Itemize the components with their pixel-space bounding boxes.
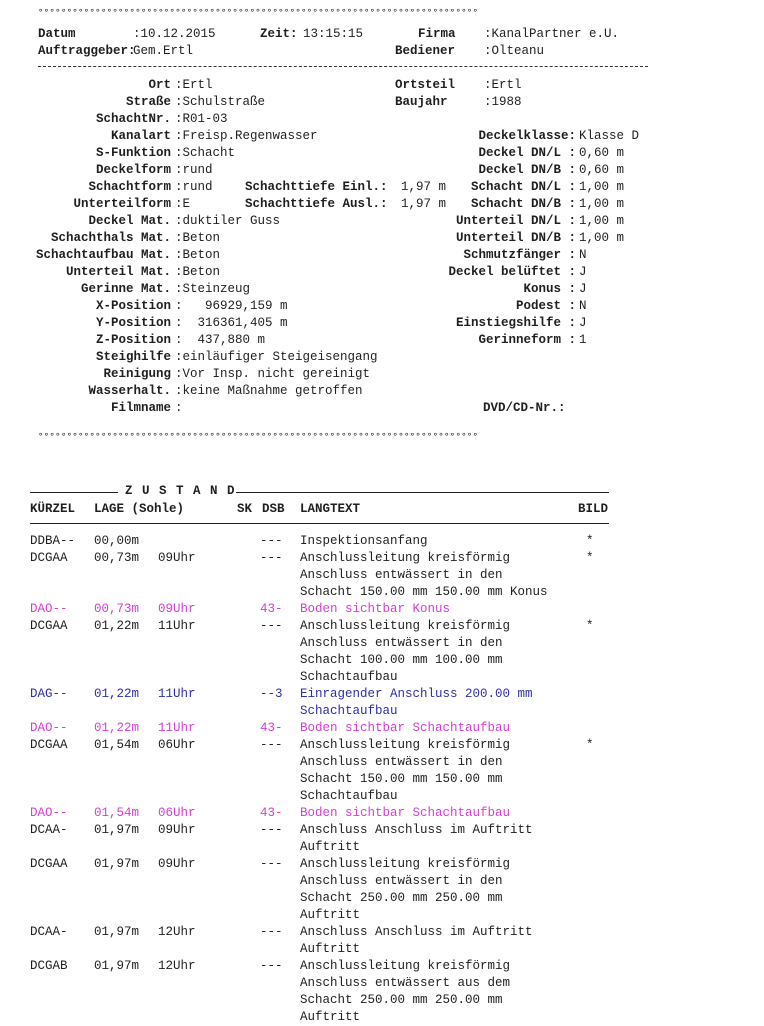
right-field-value: N xyxy=(579,248,587,262)
table-row[interactable] xyxy=(30,550,750,601)
right-field-value: N xyxy=(579,299,587,313)
field-label: Ort xyxy=(148,78,171,92)
right-field-label: Schacht DN/L : xyxy=(470,180,576,194)
field-value: : 96929,159 m xyxy=(175,299,288,313)
table-row[interactable] xyxy=(30,533,750,550)
field-value: :Steinzeug xyxy=(175,282,251,296)
right-field-label: Gerinneform : xyxy=(478,333,576,347)
row-uhr: 09Uhr xyxy=(158,823,196,837)
field-label: Filmname xyxy=(110,401,171,415)
field-value: :Beton xyxy=(175,248,221,262)
right-field-label: Unterteil DN/B : xyxy=(455,231,576,245)
row-position: 01,22m xyxy=(94,619,140,633)
row-uhr: 06Uhr xyxy=(158,806,196,820)
row-sk-dsb: 43- xyxy=(260,806,283,820)
row-position: 00,73m xyxy=(94,602,140,616)
row-position: 00,00m xyxy=(94,534,140,548)
bottom-dot-border: ∘∘∘∘∘∘∘∘∘∘∘∘∘∘∘∘∘∘∘∘∘∘∘∘∘∘∘∘∘∘∘∘∘∘∘∘∘∘∘∘∘∘∘∘∘∘∘∘∘∘∘∘∘∘∘∘∘∘∘∘∘∘∘∘∘∘∘∘∘∘∘∘∘∘∘∘∘ xyxy=(38,430,479,440)
schachttiefe-ausl-label: Schachttiefe Ausl.: xyxy=(245,197,388,211)
right-field-value: 1,00 m xyxy=(579,231,625,245)
row-langtext-line: Anschluss entwässert aus dem xyxy=(300,976,511,990)
zeit-value: 13:15:15 xyxy=(303,27,364,41)
row-langtext-line: Schacht 100.00 mm 100.00 mm xyxy=(300,653,503,667)
row-langtext-line: Anschluss entwässert in den xyxy=(300,755,503,769)
row-position: 01,97m xyxy=(94,823,140,837)
top-dot-border: ∘∘∘∘∘∘∘∘∘∘∘∘∘∘∘∘∘∘∘∘∘∘∘∘∘∘∘∘∘∘∘∘∘∘∘∘∘∘∘∘∘∘∘∘∘∘∘∘∘∘∘∘∘∘∘∘∘∘∘∘∘∘∘∘∘∘∘∘∘∘∘∘∘∘∘∘∘ xyxy=(38,6,479,16)
field-value: :rund xyxy=(175,180,213,194)
row-langtext-line: Boden sichtbar Schachtaufbau xyxy=(300,806,511,820)
table-row[interactable] xyxy=(30,737,750,805)
row-langtext-line: Anschluss entwässert in den xyxy=(300,874,503,888)
row-langtext-line: Anschlussleitung kreisförmig xyxy=(300,738,511,752)
field-label: Wasserhalt. xyxy=(88,384,171,398)
right-field-value: 1 xyxy=(579,333,587,347)
row-sk-dsb: --- xyxy=(260,619,283,633)
field-value: : 437,880 m xyxy=(175,333,266,347)
row-kuerzel: DCAA- xyxy=(30,925,68,939)
row-sk-dsb: 43- xyxy=(260,602,283,616)
field-label: Schachtaufbau Mat. xyxy=(35,248,171,262)
dvd-label: DVD/CD-Nr.: xyxy=(483,401,566,415)
field-value: :keine Maßnahme getroffen xyxy=(175,384,363,398)
field-label: Reinigung xyxy=(103,367,171,381)
right-field-label: Unterteil DN/L : xyxy=(455,214,576,228)
field-value: : xyxy=(175,401,183,415)
row-uhr: 12Uhr xyxy=(158,925,196,939)
table-row[interactable] xyxy=(30,924,750,958)
row-langtext-line: Schacht 150.00 mm 150.00 mm xyxy=(300,772,503,786)
right-field-label: Konus : xyxy=(523,282,576,296)
table-row[interactable] xyxy=(30,601,750,618)
right-field-value: 0,60 m xyxy=(579,146,625,160)
row-langtext-line: Schacht 150.00 mm 150.00 mm Konus xyxy=(300,585,548,599)
right-field-value: 0,60 m xyxy=(579,163,625,177)
field-value: :R01-03 xyxy=(175,112,228,126)
row-langtext-line: Anschlussleitung kreisförmig xyxy=(300,959,511,973)
schachttiefe-ausl-value: 1,97 m xyxy=(401,197,447,211)
row-uhr: 09Uhr xyxy=(158,857,196,871)
field-value: :einläufiger Steigeisengang xyxy=(175,350,378,364)
row-uhr: 11Uhr xyxy=(158,721,196,735)
row-bild-marker: * xyxy=(586,738,594,752)
header-divider xyxy=(38,66,648,67)
row-kuerzel: DAO-- xyxy=(30,721,68,735)
zeit-label: Zeit: xyxy=(260,27,298,41)
field-label: X-Position xyxy=(95,299,171,313)
row-langtext-line: Anschlussleitung kreisförmig xyxy=(300,551,511,565)
field-label: Steighilfe xyxy=(95,350,171,364)
schachttiefe-einl-value: 1,97 m xyxy=(401,180,447,194)
datum-label: Datum xyxy=(38,27,76,41)
row-langtext-line: Boden sichtbar Konus xyxy=(300,602,451,616)
row-langtext-line: Schachtaufbau xyxy=(300,704,398,718)
row-sk-dsb: --- xyxy=(260,857,283,871)
row-uhr: 09Uhr xyxy=(158,602,196,616)
row-kuerzel: DCGAB xyxy=(30,959,68,973)
col-langtext: LANGTEXT xyxy=(300,502,361,516)
auftraggeber-value: Gem.Ertl xyxy=(133,44,194,58)
right-field-label: Deckelklasse: xyxy=(478,129,576,143)
field-value: :Beton xyxy=(175,231,221,245)
row-bild-marker: * xyxy=(586,534,594,548)
table-row[interactable] xyxy=(30,856,750,924)
right-field-value: J xyxy=(579,265,587,279)
table-row[interactable] xyxy=(30,822,750,856)
field-label: Y-Position xyxy=(95,316,171,330)
row-uhr: 09Uhr xyxy=(158,551,196,565)
row-kuerzel: DDBA-- xyxy=(30,534,76,548)
table-row[interactable] xyxy=(30,720,750,737)
row-sk-dsb: --- xyxy=(260,959,283,973)
row-sk-dsb: --- xyxy=(260,925,283,939)
baujahr-value: :1988 xyxy=(484,95,522,109)
row-langtext-line: Boden sichtbar Schachtaufbau xyxy=(300,721,511,735)
row-position: 01,54m xyxy=(94,738,140,752)
row-position: 01,97m xyxy=(94,857,140,871)
firma-label: Firma xyxy=(418,27,456,41)
field-value: :Schacht xyxy=(175,146,236,160)
row-uhr: 11Uhr xyxy=(158,619,196,633)
row-langtext-line: Schacht 250.00 mm 250.00 mm xyxy=(300,993,503,1007)
col-bild: BILD xyxy=(578,502,609,516)
right-field-label: Einstiegshilfe : xyxy=(455,316,576,330)
field-value: :duktiler Guss xyxy=(175,214,281,228)
zustand-rule-right xyxy=(236,492,609,493)
field-label: Unterteilform xyxy=(73,197,171,211)
right-field-label: Deckel DN/L : xyxy=(478,146,576,160)
field-value: :Beton xyxy=(175,265,221,279)
zustand-header-rule xyxy=(30,523,609,524)
right-field-value: Klasse D xyxy=(579,129,640,143)
row-uhr: 11Uhr xyxy=(158,687,196,701)
row-langtext-line: Anschluss Anschluss im Auftritt xyxy=(300,823,533,837)
row-sk-dsb: 43- xyxy=(260,721,283,735)
right-field-value: 1,00 m xyxy=(579,214,625,228)
right-field-label: Podest : xyxy=(515,299,576,313)
row-kuerzel: DAG-- xyxy=(30,687,68,701)
row-uhr: 06Uhr xyxy=(158,738,196,752)
table-row[interactable] xyxy=(30,958,750,1026)
row-bild-marker: * xyxy=(586,551,594,565)
field-label: Deckelform xyxy=(95,163,171,177)
row-sk-dsb: --- xyxy=(260,738,283,752)
row-langtext-line: Auftritt xyxy=(300,840,361,854)
table-row[interactable] xyxy=(30,686,750,720)
ortsteil-label: Ortsteil xyxy=(395,78,456,92)
row-langtext-line: Schachtaufbau xyxy=(300,670,398,684)
row-langtext-line: Schacht 250.00 mm 250.00 mm xyxy=(300,891,503,905)
right-field-value: J xyxy=(579,282,587,296)
row-langtext-line: Anschluss Anschluss im Auftritt xyxy=(300,925,533,939)
col-dsb: DSB xyxy=(262,502,285,516)
bediener-value: :Olteanu xyxy=(484,44,545,58)
right-field-label: Schacht DN/B : xyxy=(470,197,576,211)
row-position: 01,97m xyxy=(94,925,140,939)
field-label: Z-Position xyxy=(95,333,171,347)
field-label: Unterteil Mat. xyxy=(65,265,171,279)
firma-value: :KanalPartner e.U. xyxy=(484,27,620,41)
field-value: :Vor Insp. nicht gereinigt xyxy=(175,367,371,381)
row-uhr: 12Uhr xyxy=(158,959,196,973)
row-position: 01,22m xyxy=(94,687,140,701)
field-label: Deckel Mat. xyxy=(88,214,171,228)
row-langtext-line: Anschlussleitung kreisförmig xyxy=(300,619,511,633)
auftraggeber-label: Auftraggeber: xyxy=(38,44,136,58)
row-langtext-line: Schachtaufbau xyxy=(300,789,398,803)
field-value: :Freisp.Regenwasser xyxy=(175,129,318,143)
field-label: Gerinne Mat. xyxy=(80,282,171,296)
row-kuerzel: DCGAA xyxy=(30,857,68,871)
row-kuerzel: DAO-- xyxy=(30,806,68,820)
field-value: : 316361,405 m xyxy=(175,316,288,330)
row-langtext-line: Anschluss entwässert in den xyxy=(300,636,503,650)
row-position: 01,97m xyxy=(94,959,140,973)
row-kuerzel: DCAA- xyxy=(30,823,68,837)
right-field-label: Schmutzfänger : xyxy=(463,248,576,262)
row-kuerzel: DAO-- xyxy=(30,602,68,616)
row-kuerzel: DCGAA xyxy=(30,551,68,565)
field-label: S-Funktion xyxy=(95,146,171,160)
row-bild-marker: * xyxy=(586,619,594,633)
right-field-label: Deckel DN/B : xyxy=(478,163,576,177)
col-sk: SK xyxy=(237,502,253,516)
right-field-value: 1,00 m xyxy=(579,180,625,194)
field-value: :Schulstraße xyxy=(175,95,266,109)
row-langtext-line: Auftritt xyxy=(300,942,361,956)
datum-value: :10.12.2015 xyxy=(133,27,216,41)
row-langtext-line: Anschluss entwässert in den xyxy=(300,568,503,582)
field-label: Straße xyxy=(125,95,171,109)
row-position: 01,22m xyxy=(94,721,140,735)
baujahr-label: Baujahr xyxy=(395,95,448,109)
field-label: Kanalart xyxy=(110,129,171,143)
col-lage: LAGE (Sohle) xyxy=(94,502,185,516)
row-sk-dsb: --- xyxy=(260,551,283,565)
schachttiefe-einl-label: Schachttiefe Einl.: xyxy=(245,180,388,194)
row-sk-dsb: --- xyxy=(260,823,283,837)
row-kuerzel: DCGAA xyxy=(30,738,68,752)
row-langtext-line: Anschlussleitung kreisförmig xyxy=(300,857,511,871)
row-langtext-line: Einragender Anschluss 200.00 mm xyxy=(300,687,533,701)
field-value: :rund xyxy=(175,163,213,177)
table-row[interactable] xyxy=(30,618,750,686)
table-row[interactable] xyxy=(30,805,750,822)
right-field-value: J xyxy=(579,316,587,330)
row-langtext-line: Inspektionsanfang xyxy=(300,534,428,548)
field-label: SchachtNr. xyxy=(95,112,171,126)
row-sk-dsb: --3 xyxy=(260,687,283,701)
row-sk-dsb: --- xyxy=(260,534,283,548)
zustand-title: Z U S T A N D xyxy=(125,484,236,498)
field-label: Schachtform xyxy=(88,180,171,194)
row-kuerzel: DCGAA xyxy=(30,619,68,633)
zustand-rule-left xyxy=(30,492,118,493)
right-field-value: 1,00 m xyxy=(579,197,625,211)
bediener-label: Bediener xyxy=(395,44,456,58)
field-value: :E xyxy=(175,197,191,211)
ortsteil-value: :Ertl xyxy=(484,78,522,92)
col-kuerzel: KÜRZEL xyxy=(30,502,76,516)
field-value: :Ertl xyxy=(175,78,213,92)
row-langtext-line: Auftritt xyxy=(300,908,361,922)
row-position: 00,73m xyxy=(94,551,140,565)
right-field-label: Deckel belüftet : xyxy=(448,265,576,279)
row-position: 01,54m xyxy=(94,806,140,820)
row-langtext-line: Auftritt xyxy=(300,1010,361,1024)
field-label: Schachthals Mat. xyxy=(50,231,171,245)
